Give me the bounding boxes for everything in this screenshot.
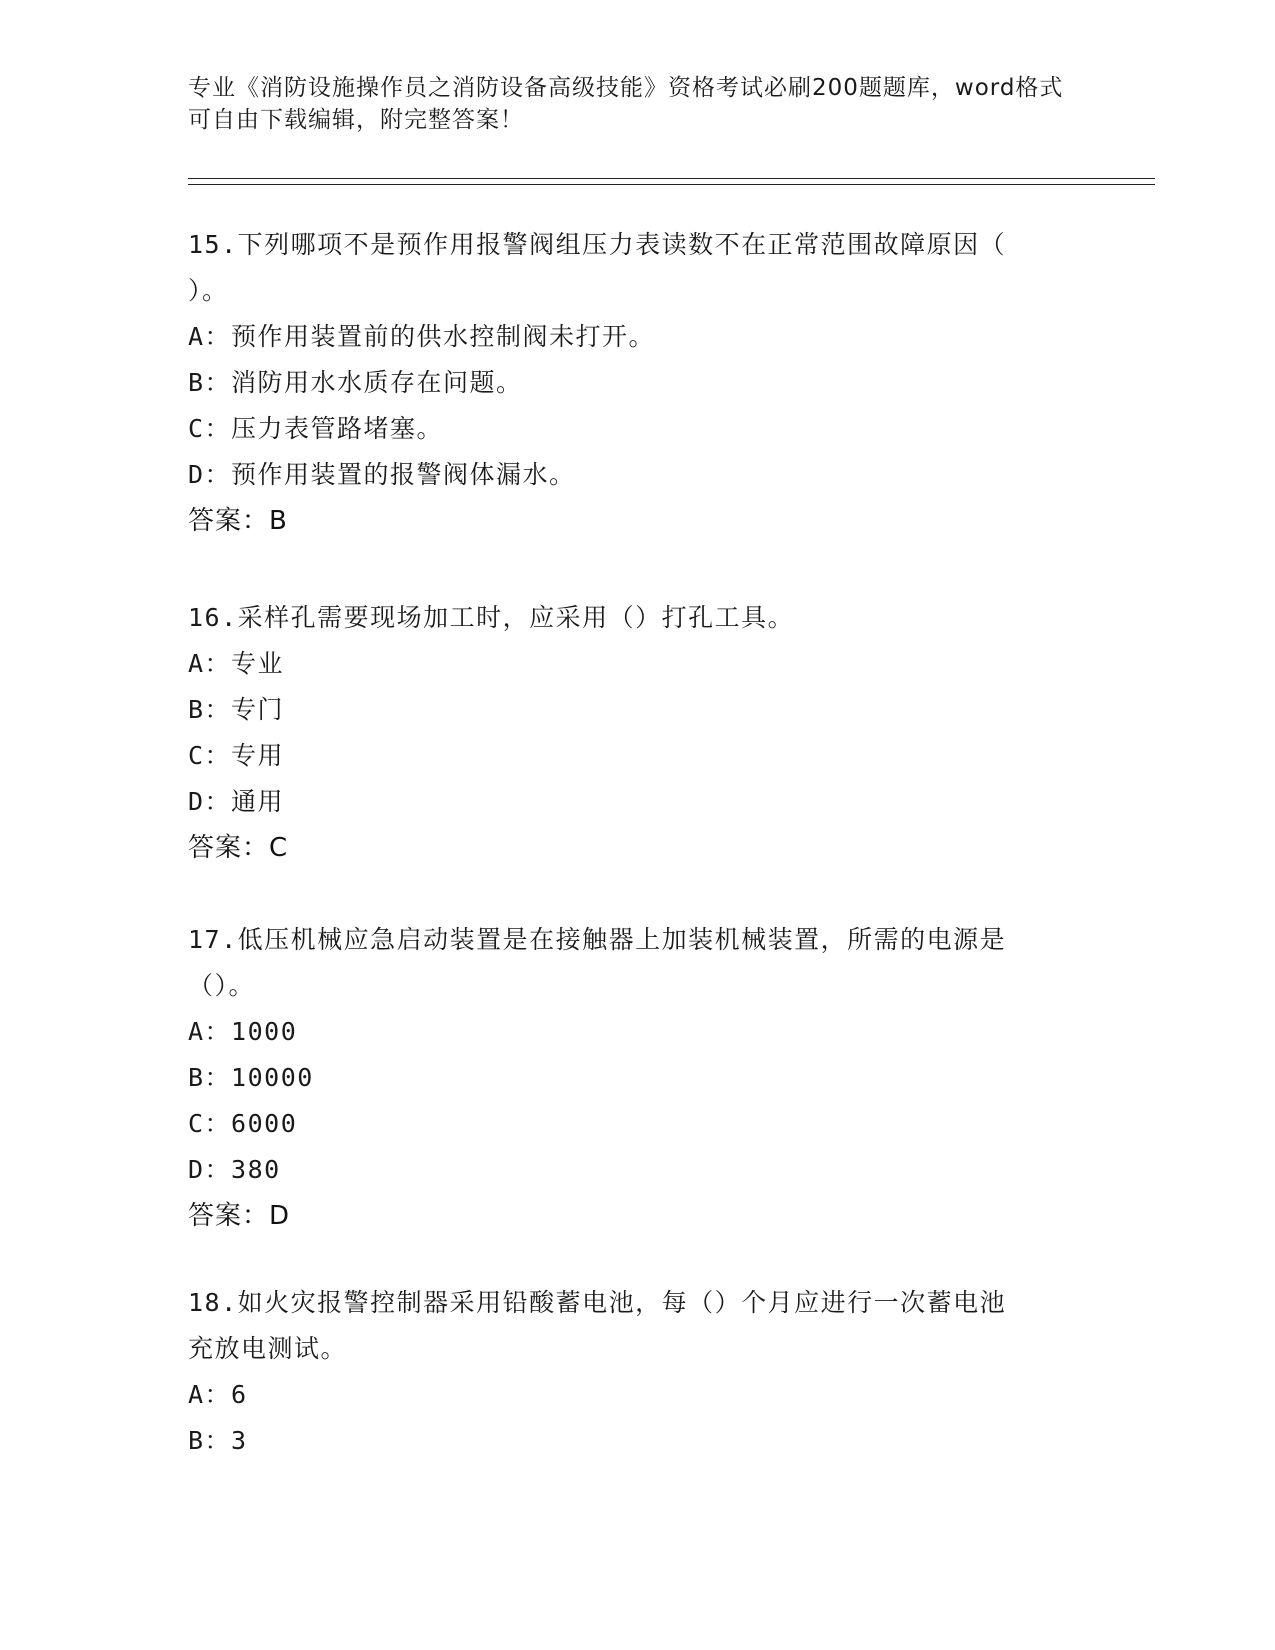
option-a: A：6 xyxy=(188,1380,248,1409)
option-b: B：消防用水水质存在问题。 xyxy=(188,368,523,397)
header-divider-top xyxy=(188,178,1155,179)
answer: 答案：B xyxy=(188,506,288,536)
option-c: C：6000 xyxy=(188,1109,298,1138)
question-15 xyxy=(188,222,1078,544)
question-stem-line: ）。 xyxy=(188,276,229,305)
option-a: A：1000 xyxy=(188,1017,298,1046)
header-divider-bottom xyxy=(188,184,1155,185)
document-header xyxy=(188,72,1068,136)
question-stem-line: 17.低压机械应急启动装置是在接触器上加装机械装置，所需的电源是 xyxy=(188,925,1007,954)
question-16 xyxy=(188,595,1078,871)
answer: 答案：C xyxy=(188,833,289,863)
option-d: D：预作用装置的报警阀体漏水。 xyxy=(188,460,576,489)
option-c: C：压力表管路堵塞。 xyxy=(188,414,444,443)
option-a: A：预作用装置前的供水控制阀未打开。 xyxy=(188,322,656,351)
option-b: B：10000 xyxy=(188,1063,314,1092)
question-stem-line: 18.如火灾报警控制器采用铅酸蓄电池，每（）个月应进行一次蓄电池 xyxy=(188,1288,1007,1317)
question-stem-line: 充放电测试。 xyxy=(188,1334,348,1363)
question-17 xyxy=(188,917,1078,1239)
option-a: A：专业 xyxy=(188,649,285,678)
option-b: B：3 xyxy=(188,1426,248,1455)
header-text: 专业《消防设施操作员之消防设备高级技能》资格考试必刷200题题库，word格式可自由下载编辑，附完整答案！ xyxy=(188,75,1064,133)
option-c: C：专用 xyxy=(188,741,285,770)
option-d: D：380 xyxy=(188,1155,281,1184)
option-b: B：专门 xyxy=(188,695,285,724)
question-stem-line: 16.采样孔需要现场加工时，应采用（）打孔工具。 xyxy=(188,603,795,632)
question-stem-line: 15.下列哪项不是预作用报警阀组压力表读数不在正常范围故障原因（ xyxy=(188,230,1007,259)
option-d: D：通用 xyxy=(188,787,285,816)
question-stem-line: （）。 xyxy=(188,971,256,1000)
answer: 答案：D xyxy=(188,1201,291,1231)
question-18 xyxy=(188,1280,1078,1464)
